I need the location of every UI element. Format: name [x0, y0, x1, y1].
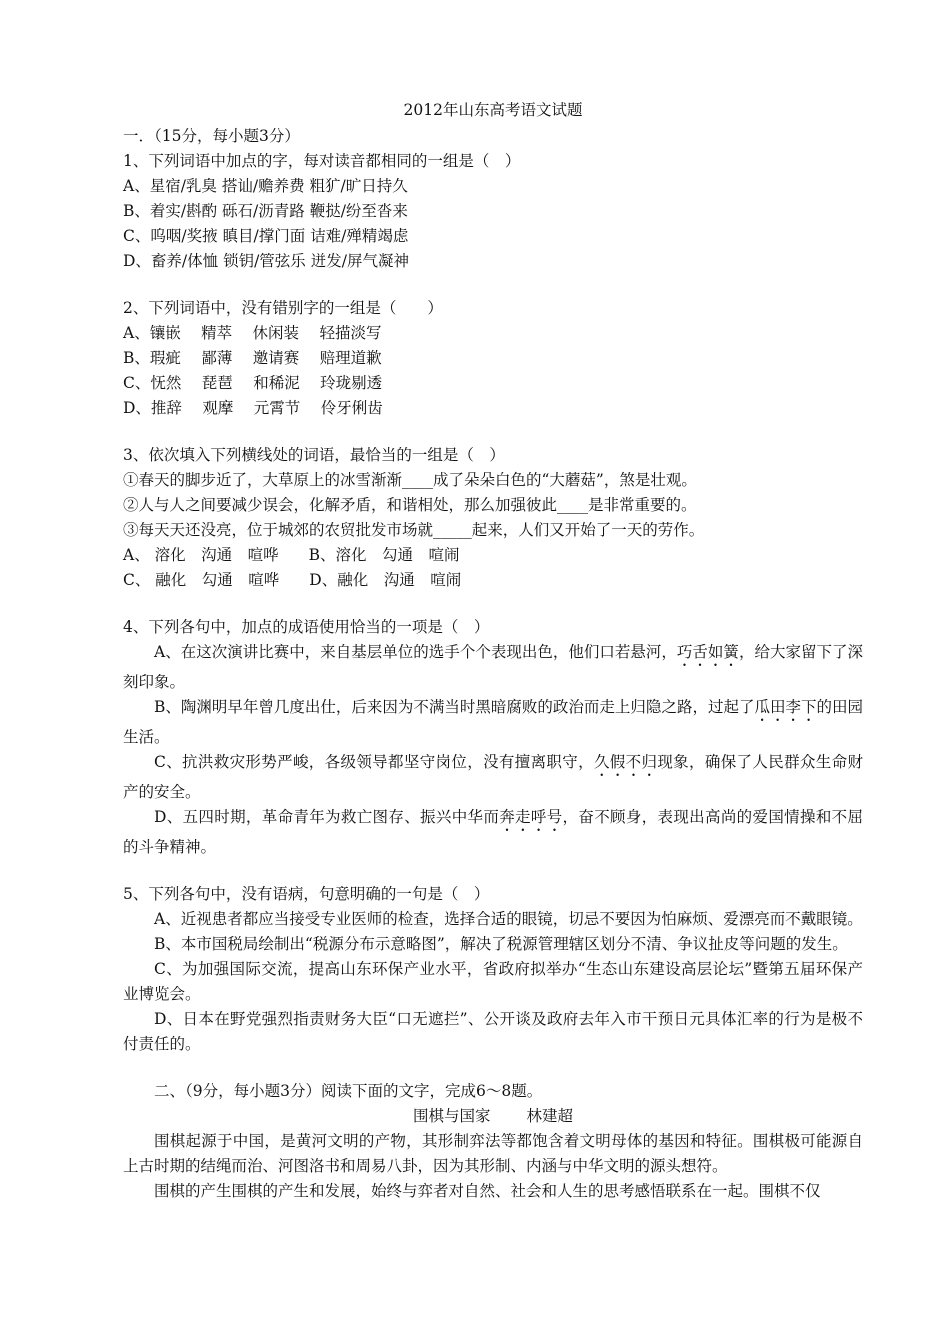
- q2-option-b: B、瑕疵 鄙薄 邀请赛 赔理道歉: [123, 349, 382, 367]
- q4-d-text-end: ，奋不顾身，表现出高尚的爱国情操和不屈的斗争精神。: [123, 808, 863, 856]
- article-paragraph-1: 围棋起源于中国，是黄河文明的产物，其形制弈法等都饱含着文明母体的基因和特征。围棋极可能源自上古时期的结绳而治、河图洛书和周易八卦，因为其形制、内涵与中华文明的源头想符。: [123, 1132, 863, 1175]
- q1-option-d: D、畜养/体恤 锁钥/管弦乐 迸发/屏气凝神: [123, 252, 409, 270]
- section-2-header: 二、（9分，每小题3分）阅读下面的文字，完成6～8题。: [154, 1082, 543, 1100]
- q2-option-a: A、镶嵌 精萃 休闲装 轻描淡写: [123, 324, 382, 342]
- q4-b-idiom: 瓜田李下: [754, 698, 817, 716]
- q3-options-row-2: [123, 568, 863, 593]
- spacer: [123, 1057, 863, 1079]
- q4-stem: 4、下列各句中，加点的成语使用恰当的一项是（ ）: [123, 618, 490, 636]
- q1-option-b: B、着实/斟酌 砾石/沥青路 鞭挞/纷至沓来: [123, 202, 408, 220]
- spacer: [123, 593, 863, 615]
- spacer: [123, 421, 863, 443]
- q5-stem: 5、下列各句中，没有语病，句意明确的一句是（ ）: [123, 885, 490, 903]
- q4-option-c: [123, 750, 863, 805]
- article-heading: [123, 1104, 863, 1129]
- page-title: 2012年山东高考语文试题: [403, 101, 583, 119]
- q2-option-c: C、怃然 琵琶 和稀泥 玲珑剔透: [123, 374, 383, 392]
- q1-stem: 1、下列词语中加点的字，每对读音都相同的一组是（ ）: [123, 152, 521, 170]
- q5-option-c: C、为加强国际交流，提高山东环保产业水平，省政府拟举办“生态山东建设高层论坛”暨第五届环保产业博览会。: [123, 960, 863, 1003]
- q5-option-a: A、近视患者都应当接受专业医师的检查，选择合适的眼镜，切忌不要因为怕麻烦、爱漂亮而不戴眼镜。: [154, 910, 863, 928]
- q1-option-a: A、星宿/乳臭 搭讪/赡养费 粗犷/旷日持久: [123, 177, 408, 195]
- q4-d-text: D、五四时期，革命青年为救亡图存、振兴中华而: [154, 808, 500, 826]
- q1-option-c: C、呜咽/奖掖 瞋目/撑门面 诘难/殚精竭虑: [123, 227, 409, 245]
- q4-option-d: [123, 805, 863, 860]
- q3-option-d: D、融化 沟通 喧闹: [309, 571, 462, 589]
- q4-b-text-end: 的田园生活。: [123, 698, 863, 746]
- section-1-header: 一．（15分，每小题3分）: [123, 127, 300, 145]
- q4-b-text: B、陶渊明早年曾几度出仕，后来因为不满当时黑暗腐败的政治而走上归隐之路，过起了: [154, 698, 755, 716]
- q3-sentence-2: ②人与人之间要减少误会，化解矛盾，和谐相处，那么加强彼此____是非常重要的。: [123, 496, 697, 514]
- spacer: [123, 274, 863, 296]
- q3-sentence-3: ③每天天还没亮，位于城郊的农贸批发市场就_____起来，人们又开始了一天的劳作。: [123, 521, 705, 539]
- q5-option-d: D、日本在野党强烈指责财务大臣“口无遮拦”、公开谈及政府去年入市干预日元具体汇率的行为是极不付责任的。: [123, 1010, 863, 1053]
- q4-option-a: [123, 640, 863, 695]
- q4-d-idiom: 奔走呼号: [499, 808, 563, 826]
- q5-option-b: B、本市国税局绘制出“税源分布示意略图”，解决了税源管理辖区划分不清、争议扯皮等问题的发生。: [154, 935, 848, 953]
- q3-option-c: C、 融化 勾通 喧哗: [123, 571, 280, 589]
- q4-option-b: [123, 695, 863, 750]
- q4-a-text-end: ，给大家留下了深刻印象。: [123, 643, 863, 691]
- q3-stem: 3、依次填入下列横线处的词语，最恰当的一组是（ ）: [123, 446, 505, 464]
- q4-c-idiom: 久假不归: [593, 753, 658, 771]
- q3-option-a: A、 溶化 沟通 喧哗: [123, 546, 279, 564]
- q3-option-b: B、溶化 勾通 喧闹: [308, 546, 460, 564]
- q3-options-row-1: [123, 543, 863, 568]
- q4-c-text-end: 现象，确保了人民群众生命财产的安全。: [123, 753, 863, 801]
- article-paragraph-2: 围棋的产生围棋的产生和发展，始终与弈者对自然、社会和人生的思考感悟联系在一起。围棋不仅: [154, 1182, 821, 1200]
- q2-option-d: D、推辞 观摩 元霄节 伶牙俐齿: [123, 399, 383, 417]
- article-author: 林建超: [526, 1107, 574, 1125]
- article-title: 围棋与国家: [412, 1107, 491, 1125]
- q2-stem: 2、下列词语中，没有错别字的一组是（ ）: [123, 299, 443, 317]
- q4-a-text: A、在这次演讲比赛中，来自基层单位的选手个个表现出色，他们口若悬河，: [154, 643, 677, 661]
- q4-c-text: C、抗洪救灾形势严峻，各级领导都坚守岗位，没有擅离职守，: [154, 753, 594, 771]
- q4-a-idiom: 巧舌如簧: [676, 643, 739, 661]
- q3-sentence-1: ①春天的脚步近了，大草原上的冰雪渐渐____成了朵朵白色的“大蘑菇”，煞是壮观。: [123, 471, 697, 489]
- spacer: [123, 860, 863, 882]
- document-page: [123, 96, 863, 1204]
